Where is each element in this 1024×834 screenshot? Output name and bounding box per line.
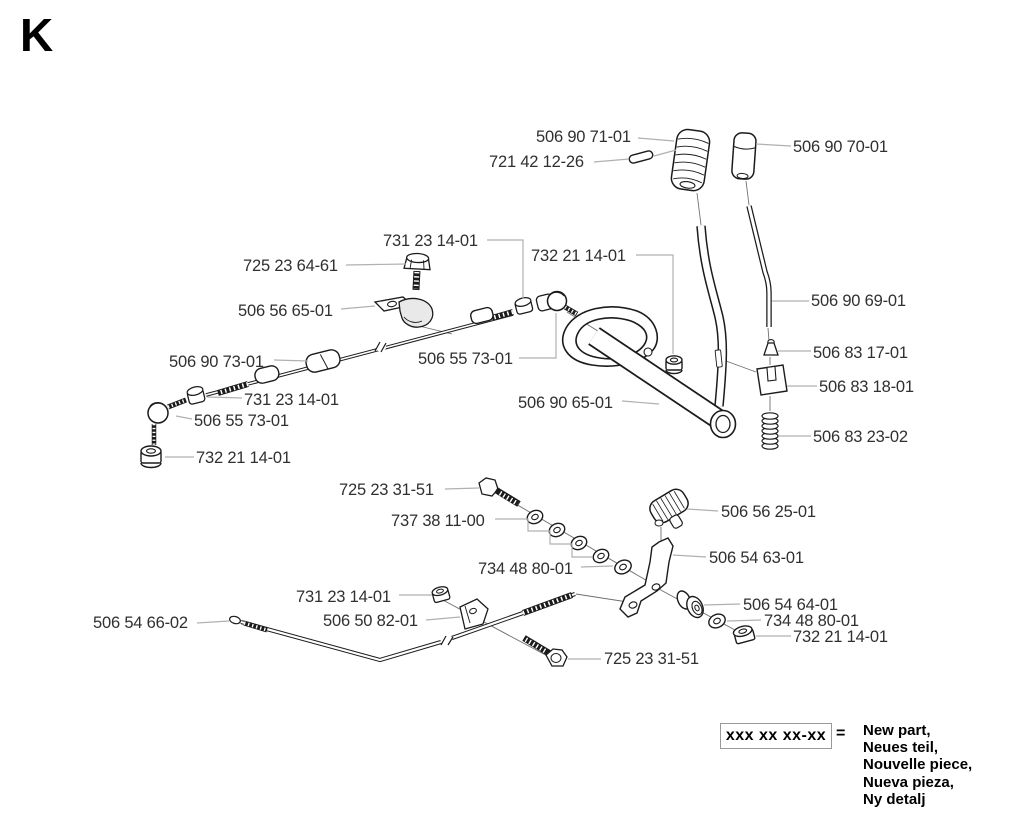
legend-equals-sign: =	[836, 725, 846, 742]
label-506-55-73-01-b: 506 55 73-01	[194, 412, 289, 430]
cable-clamp	[375, 297, 433, 327]
label-506-83-18-01: 506 83 18-01	[819, 378, 914, 396]
label-506-54-63-01: 506 54 63-01	[709, 549, 804, 567]
washer-flat-2	[707, 612, 728, 631]
label-734-48-80-01-a: 734 48 80-01	[478, 560, 573, 578]
label-506-56-65-01: 506 56 65-01	[238, 302, 333, 320]
lever-slot	[715, 350, 722, 367]
label-506-90-73-01: 506 90 73-01	[169, 353, 264, 371]
hex-nut-rod	[431, 585, 450, 603]
washer-flat	[613, 558, 634, 577]
ball-joint-upper	[514, 292, 577, 315]
label-725-23-31-51-b: 725 23 31-51	[604, 650, 699, 668]
handle-frame	[563, 307, 736, 438]
grip-knob-large	[670, 128, 711, 192]
choke-rod	[749, 206, 769, 327]
control-lever-rod	[701, 226, 722, 406]
label-506-90-69-01: 506 90 69-01	[811, 292, 906, 310]
label-506-55-73-01-a: 506 55 73-01	[418, 350, 513, 368]
pivot-bolt-upper	[479, 478, 519, 504]
label-506-90-70-01: 506 90 70-01	[793, 138, 888, 156]
retainer-clip	[757, 365, 787, 395]
label-732-21-14-01-c: 732 21 14-01	[793, 628, 888, 646]
label-731-23-14-01-c: 731 23 14-01	[296, 588, 391, 606]
throttle-lever-plate	[620, 538, 673, 617]
label-725-23-64-61: 725 23 64-61	[243, 257, 338, 275]
label-506-83-17-01: 506 83 17-01	[813, 344, 908, 362]
cable-clamp-bolt	[403, 253, 431, 291]
label-506-56-25-01: 506 56 25-01	[721, 503, 816, 521]
rod-end-cone	[764, 340, 778, 355]
pivot-bolt-lower	[524, 638, 567, 666]
label-732-21-14-01-a: 732 21 14-01	[531, 247, 626, 265]
pivot-bushing	[675, 589, 707, 620]
label-737-38-11-00: 737 38 11-00	[391, 512, 485, 530]
label-506-90-65-01: 506 90 65-01	[518, 394, 613, 412]
lever-knob	[647, 486, 698, 536]
rod-clamp-plate	[460, 599, 488, 629]
label-731-23-14-01-b: 731 23 14-01	[244, 391, 339, 409]
legend-line-de: Neues teil,	[863, 739, 939, 757]
legend-line-es: Nueva pieza,	[863, 773, 954, 791]
label-734-48-80-01-b: 734 48 80-01	[764, 612, 859, 630]
legend-line-fr: Nouvelle piece,	[863, 756, 973, 774]
label-506-54-64-01: 506 54 64-01	[743, 596, 838, 614]
knob-stem-ring	[655, 520, 663, 526]
label-506-54-66-02: 506 54 66-02	[93, 614, 188, 632]
label-506-83-23-02: 506 83 23-02	[813, 428, 908, 446]
hex-nut-handle	[666, 356, 682, 374]
hex-nut-lower-right	[732, 624, 755, 644]
legend-text	[863, 722, 972, 808]
lock-nut-left	[141, 446, 161, 468]
washer-set	[525, 508, 611, 565]
detent-pin	[628, 150, 653, 164]
label-721-42-12-26: 721 42 12-26	[489, 153, 584, 171]
label-731-23-14-01-a: 731 23 14-01	[383, 232, 478, 250]
grip-knob-small	[731, 132, 756, 179]
label-506-50-82-01: 506 50 82-01	[323, 612, 418, 630]
label-732-21-14-01-b: 732 21 14-01	[196, 449, 291, 467]
label-506-90-71-01: 506 90 71-01	[536, 128, 631, 146]
label-725-23-31-51-a: 725 23 31-51	[339, 481, 434, 499]
legend-line-sv: Ny detalj	[863, 790, 926, 808]
legend-line-en: New part,	[863, 722, 931, 739]
spring	[762, 413, 778, 449]
legend-pattern-box: xxx xx xx-xx	[720, 723, 832, 749]
section-letter: K	[20, 9, 54, 61]
